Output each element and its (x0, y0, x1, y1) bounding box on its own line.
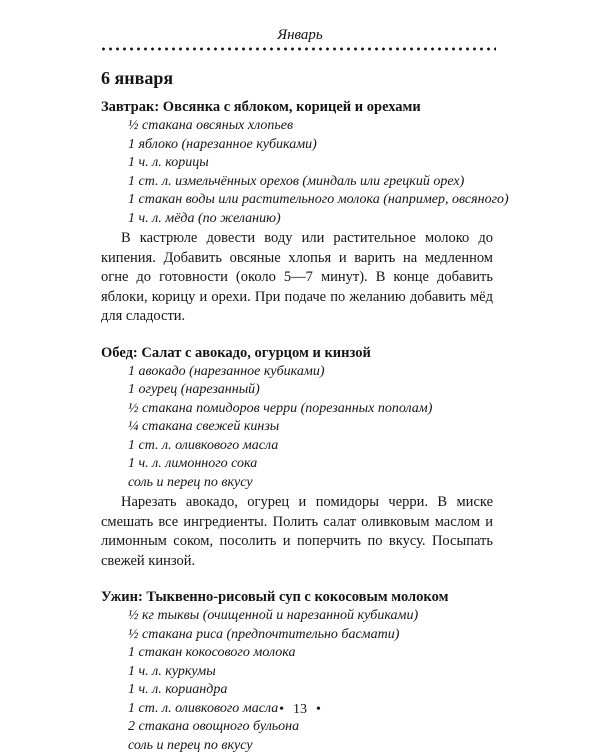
ingredient-list (101, 363, 493, 493)
ingredient-item: 1 огурец (нарезанный) (128, 381, 493, 400)
ingredient-item: 1 ч. л. мёда (по желанию) (128, 210, 493, 229)
meal-title: Обед: Салат с авокадо, огурцом и кинзой (101, 344, 493, 363)
ingredient-item: 1 яблоко (нарезанное кубиками) (128, 136, 493, 155)
ingredient-item: 1 ч. л. кориандра (128, 681, 493, 700)
ingredient-item: 1 ч. л. куркумы (128, 663, 493, 682)
folio-dot-right: • (316, 702, 321, 718)
ingredient-item: ½ стакана овсяных хлопьев (128, 117, 493, 136)
folio-dot-left: • (279, 702, 284, 718)
meal-dinner (101, 588, 493, 755)
day-title: 6 января (101, 66, 493, 90)
running-head: Январь (0, 27, 600, 44)
meal-lunch (101, 344, 493, 572)
meal-breakfast (101, 98, 493, 327)
ingredient-item: 1 ч. л. лимонного сока (128, 455, 493, 474)
dotted-divider (100, 47, 496, 51)
ingredient-item: ½ кг тыквы (очищенной и нарезанной кубиками) (128, 607, 493, 626)
meal-title: Ужин: Тыквенно-рисовый суп с кокосовым молоком (101, 588, 493, 607)
ingredient-item: ½ стакана риса (предпочтительно басмати) (128, 626, 493, 645)
method-text: Нарезать авокадо, огурец и помидоры черри. В миске смешать все ингредиенты. Полить салат оливковым маслом и лимонным соком, посолить и поперчить по вкусу. Посыпать свежей кинзой. (101, 493, 493, 571)
ingredient-item: 1 стакан кокосового молока (128, 644, 493, 663)
meal-title: Завтрак: Овсянка с яблоком, корицей и орехами (101, 98, 493, 117)
ingredient-item: соль и перец по вкусу (128, 474, 493, 493)
ingredient-item: ½ стакана помидоров черри (порезанных пополам) (128, 400, 493, 419)
page-number-footer (0, 702, 600, 718)
ingredient-item: 1 ст. л. оливкового масла (128, 700, 493, 719)
ingredient-list (101, 607, 493, 755)
ingredient-item: 2 стакана овощного бульона (128, 718, 493, 737)
ingredient-item: соль и перец по вкусу (128, 737, 493, 755)
page-number: 13 (293, 702, 307, 717)
ingredient-list (101, 117, 493, 228)
ingredient-item: 1 ст. л. измельчённых орехов (миндаль или грецкий орех) (128, 173, 493, 192)
page-content (101, 66, 493, 755)
ingredient-item: 1 ст. л. оливкового масла (128, 437, 493, 456)
method-text: В кастрюле довести воду или растительное молоко до кипения. Добавить овсяные хлопья и варить на медленном огне до готовности (около 5—7 минут). В конце добавить яблоки, корицу и орехи. При подаче по желанию добавить мёд для сладости. (101, 229, 493, 327)
ingredient-item: ¼ стакана свежей кинзы (128, 418, 493, 437)
ingredient-item: 1 авокадо (нарезанное кубиками) (128, 363, 493, 382)
ingredient-item: 1 стакан воды или растительного молока (например, овсяного) (128, 191, 493, 210)
ingredient-item: 1 ч. л. корицы (128, 154, 493, 173)
